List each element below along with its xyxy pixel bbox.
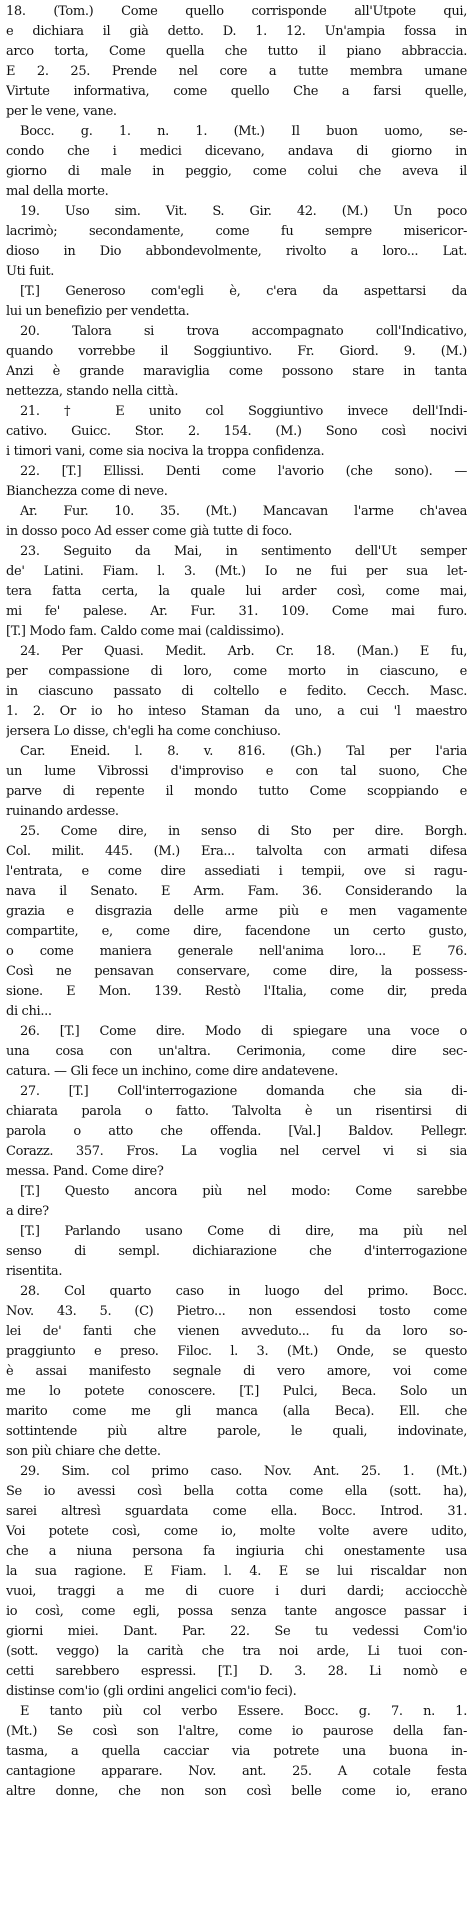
- text-line: [T.] Questo ancora più nel modo: Come sarebbe: [20, 1184, 467, 1199]
- text-line: Ar. Fur. 10. 35. (Mt.) Mancavan l'arme ch'avea: [20, 504, 467, 519]
- text-line: giorno di male in peggio, come colui che aveva il: [6, 164, 467, 179]
- text-line: nava il Senato. E Arm. Fam. 36. Considerando la: [6, 884, 467, 899]
- text-line: 20. Talora si trova accompagnato coll'Indicativo,: [20, 324, 467, 339]
- text-line: tasma, a quella cacciar via potrete una buona in-: [6, 1744, 467, 1759]
- text-line: Se io avessi così bella cotta come ella (sott. ha),: [6, 1484, 467, 1499]
- text-line: Car. Eneid. l. 8. v. 816. (Gh.) Tal per l'aria: [20, 744, 467, 759]
- text-line: Bianchezza come di neve.: [6, 484, 168, 499]
- text-line: 29. Sim. col primo caso. Nov. Ant. 25. 1. (Mt.): [20, 1464, 467, 1479]
- text-line: 19. Uso sim. Vit. S. Gir. 42. (M.) Un poco: [20, 204, 467, 219]
- text-line: 18. (Tom.) Come quello corrisponde all'Utpote qui,: [6, 4, 467, 19]
- text-line: (Mt.) Se così son l'altre, come io paurose della fan-: [6, 1724, 467, 1739]
- text-line: cativo. Guicc. Stor. 2. 154. (M.) Sono così nocivi: [6, 424, 467, 439]
- text-line: me lo potete conoscere. [T.] Pulci, Beca. Solo un: [6, 1384, 467, 1399]
- text-line: catura. — Gli fece un inchino, come dire andatevene.: [6, 1064, 339, 1079]
- text-line: mi fe' palese. Ar. Fur. 31. 109. Come mai furo.: [6, 604, 467, 619]
- text-line: l'entrata, e come dire assediati i tempii, ove si ragu-: [6, 864, 467, 879]
- text-line: io così, come egli, possa senza tante angosce passar i: [6, 1604, 467, 1619]
- text-line: e dichiara il già detto. D. 1. 12. Un'ampia fossa in: [6, 24, 467, 39]
- text-line: che a niuna persona fa ingiuria chi onestamente usa: [6, 1544, 467, 1559]
- text-line: Così ne pensavan conservare, come dire, la possess-: [6, 964, 467, 979]
- text-line: dioso in Dio abbondevolmente, rivolto a loro... Lat.: [6, 244, 467, 259]
- text-line: vuoi, traggi a me di cuore i duri dardi; acciocchè: [6, 1584, 467, 1599]
- text-line: Nov. 43. 5. (C) Pietro... non essendosi tosto come: [6, 1304, 467, 1319]
- text-line: de' Latini. Fiam. l. 3. (Mt.) Io ne fui per sua let-: [6, 564, 467, 579]
- text-line: altre donne, che non son così belle come io, erano: [6, 1784, 467, 1799]
- text-line: chiarata parola o fatto. Talvolta è un risentirsi di: [6, 1104, 467, 1119]
- text-line: parola o atto che offenda. [Val.] Baldov. Pellegr.: [6, 1124, 467, 1139]
- text-line: cetti sarebbero espressi. [T.] D. 3. 28. Li nomò e: [6, 1664, 467, 1679]
- text-line: [T.] Parlando usano Come di dire, ma più nel: [20, 1224, 467, 1239]
- text-line: tera fatta certa, la quale lui arder così, come mai,: [6, 584, 467, 599]
- text-line: lui un benefizio per vendetta.: [6, 304, 190, 319]
- text-line: distinse com'io (gli ordini angelici com'io feci).: [6, 1684, 297, 1699]
- text-line: una cosa con un'altra. Cerimonia, come dire sec-: [6, 1044, 467, 1059]
- text-line: in ciascuno passato di coltello e fedito. Cecch. Masc.: [6, 684, 467, 699]
- text-line: sarei altresì sguardata come ella. Bocc. Introd. 31.: [6, 1504, 467, 1519]
- text-line: jersera Lo disse, ch'egli ha come conchiuso.: [6, 724, 281, 739]
- text-line: 27. [T.] Coll'interrogazione domanda che sia di-: [20, 1084, 467, 1099]
- text-line: Voi potete così, come io, molte volte avere udito,: [6, 1524, 467, 1539]
- text-line: quando vorrebbe il Soggiuntivo. Fr. Giord. 9. (M.): [6, 344, 467, 359]
- text-line: un lume Vibrossi d'improviso e con tal suono, Che: [6, 764, 467, 779]
- text-line: condo che i medici dicevano, andava di giorno in: [6, 144, 467, 159]
- text-line: 1. 2. Or io ho inteso Staman da uno, a cui 'l maestro: [6, 704, 467, 719]
- text-line: lacrimò; secondamente, come fu sempre misericor-: [6, 224, 467, 239]
- dictionary-page-column: [6, 2, 467, 1916]
- text-line: grazia e disgrazia delle arme più e men vagamente: [6, 904, 467, 919]
- text-line: 23. Seguito da Mai, in sentimento dell'Ut semper: [20, 544, 467, 559]
- text-line: Col. milit. 445. (M.) Era... talvolta con armati difesa: [6, 844, 467, 859]
- text-line: 21. † E unito col Soggiuntivo invece dell'Indi-: [20, 404, 467, 419]
- text-line: Bocc. g. 1. n. 1. (Mt.) Il buon uomo, se-: [20, 124, 467, 139]
- text-line: 24. Per Quasi. Medit. Arb. Cr. 18. (Man.) E fu,: [20, 644, 467, 659]
- text-line: mal della morte.: [6, 184, 109, 199]
- text-line: di chi...: [6, 1004, 52, 1019]
- text-line: E 2. 25. Prende nel core a tutte membra umane: [6, 64, 467, 79]
- text-line: [T.] Generoso com'egli è, c'era da aspettarsi da: [20, 284, 467, 299]
- text-line: E tanto più col verbo Essere. Bocc. g. 7. n. 1.: [20, 1704, 467, 1719]
- text-line: 22. [T.] Ellissi. Denti come l'avorio (che sono). —: [20, 464, 467, 479]
- text-line: cantagione apparare. Nov. ant. 25. A cotale festa: [6, 1764, 467, 1779]
- text-line: Uti fuit.: [6, 264, 55, 279]
- text-line: a dire?: [6, 1204, 49, 1219]
- text-line: risentita.: [6, 1264, 63, 1279]
- text-line: lei de' fanti che vienen avveduto... fu da loro so-: [6, 1324, 467, 1339]
- text-line: messa. Pand. Come dire?: [6, 1164, 164, 1179]
- text-line: 28. Col quarto caso in luogo del primo. Bocc.: [20, 1284, 467, 1299]
- text-line: Virtute informativa, come quello Che a farsi quelle,: [6, 84, 467, 99]
- text-line: sione. E Mon. 139. Restò l'Italia, come dir, preda: [6, 984, 467, 999]
- text-line: o come maniera generale nell'anima loro... E 76.: [6, 944, 467, 959]
- text-line: parve di repente il mondo tutto Come scoppiando e: [6, 784, 467, 799]
- text-line: arco torta, Come quella che tutto il piano abbraccia.: [6, 44, 467, 59]
- text-line: per le vene, vane.: [6, 104, 117, 119]
- text-line: praggiunto e preso. Filoc. l. 3. (Mt.) Onde, se questo: [6, 1344, 467, 1359]
- text-line: 25. Come dire, in senso di Sto per dire. Borgh.: [20, 824, 467, 839]
- text-line: senso di sempl. dichiarazione che d'interrogazione: [6, 1244, 467, 1259]
- text-line: son più chiare che dette.: [6, 1444, 161, 1459]
- text-line: in dosso poco Ad esser come già tutte di foco.: [6, 524, 293, 539]
- text-line: 26. [T.] Come dire. Modo di spiegare una voce o: [20, 1024, 467, 1039]
- text-line: Corazz. 357. Fros. La voglia nel cervel vi si sia: [6, 1144, 467, 1159]
- text-line: nettezza, stando nella città.: [6, 384, 179, 399]
- text-line: [T.] Modo fam. Caldo come mai (caldissimo).: [6, 624, 285, 639]
- text-line: marito come me gli manca (alla Beca). Ell. che: [6, 1404, 467, 1419]
- text-line: la sua ragione. E Fiam. l. 4. E se lui riscaldar non: [6, 1564, 467, 1579]
- text-line: sottintende più altre parole, le quali, indovinate,: [6, 1424, 467, 1439]
- text-line: per compassione di loro, come morto in ciascuno, e: [6, 664, 467, 679]
- text-line: giorni miei. Dant. Par. 22. Se tu vedessi Com'io: [6, 1624, 467, 1639]
- text-line: (sott. veggo) la carità che tra noi arde, Li tuoi con-: [6, 1644, 467, 1659]
- text-line: i timori vani, come sia nociva la troppa confidenza.: [6, 444, 325, 459]
- text-line: compartite, e, come dire, facendone un certo gusto,: [6, 924, 467, 939]
- text-line: è assai manifesto segnale di vero amore, voi come: [6, 1364, 467, 1379]
- text-line: Anzi è grande maraviglia come possono stare in tanta: [6, 364, 467, 379]
- text-line: ruinando ardesse.: [6, 804, 119, 819]
